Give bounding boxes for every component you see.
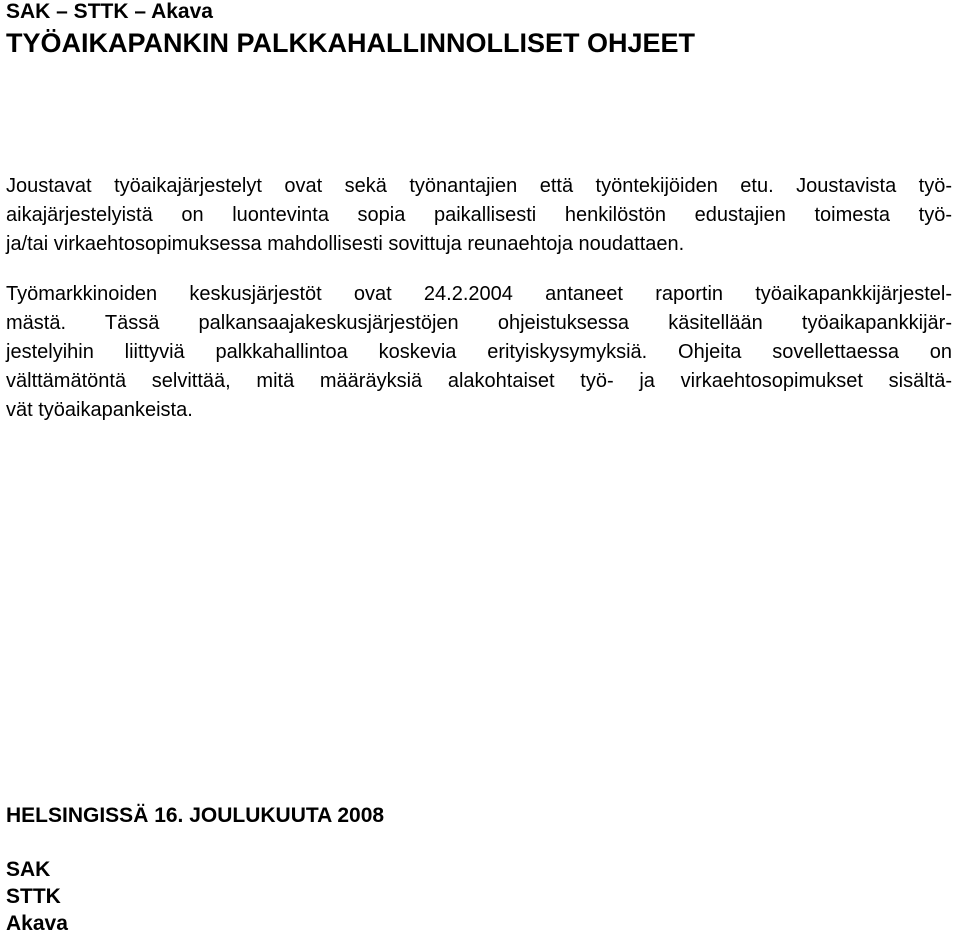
- intro-paragraph: [6, 172, 952, 259]
- document-title: TYÖAIKAPANKIN PALKKAHALLINNOLLISET OHJEET: [6, 28, 696, 58]
- report-paragraph: [6, 280, 952, 425]
- paragraph-line: ja/tai virkaehtosopimuksessa mahdollisesti sovittuja reunaehtoja noudattaen.: [6, 233, 685, 255]
- signatories: [6, 856, 68, 937]
- place-date: HELSINGISSÄ 16. JOULUKUUTA 2008: [6, 804, 385, 827]
- signatory-akava: Akava: [6, 912, 68, 935]
- paragraph-line: Joustavat työaikajärjestelyt ovat sekä työnantajien että työntekijöiden etu. Joustavista työ-: [6, 175, 952, 197]
- paragraph-line: välttämätöntä selvittää, mitä määräyksiä alakohtaiset työ- ja virkaehtosopimukset sisältä-: [6, 370, 952, 392]
- paragraph-line: vät työaikapankeista.: [6, 399, 193, 421]
- paragraph-line: aikajärjestelyistä on luontevinta sopia paikallisesti henkilöstön edustajien toimesta työ-: [6, 204, 952, 226]
- signatory-sttk: STTK: [6, 885, 61, 908]
- paragraph-line: Työmarkkinoiden keskusjärjestöt ovat 24.2.2004 antaneet raportin työaikapankkijärjestel-: [6, 283, 952, 305]
- signatory-sak: SAK: [6, 858, 51, 881]
- paragraph-line: mästä. Tässä palkansaajakeskusjärjestöjen ohjeistuksessa käsitellään työaikapankkijär-: [6, 312, 952, 334]
- paragraph-line: jestelyihin liittyviä palkkahallintoa koskevia erityiskysymyksiä. Ohjeita sovellettaessa on: [6, 341, 952, 363]
- header-organizations: SAK – STTK – Akava: [6, 0, 213, 23]
